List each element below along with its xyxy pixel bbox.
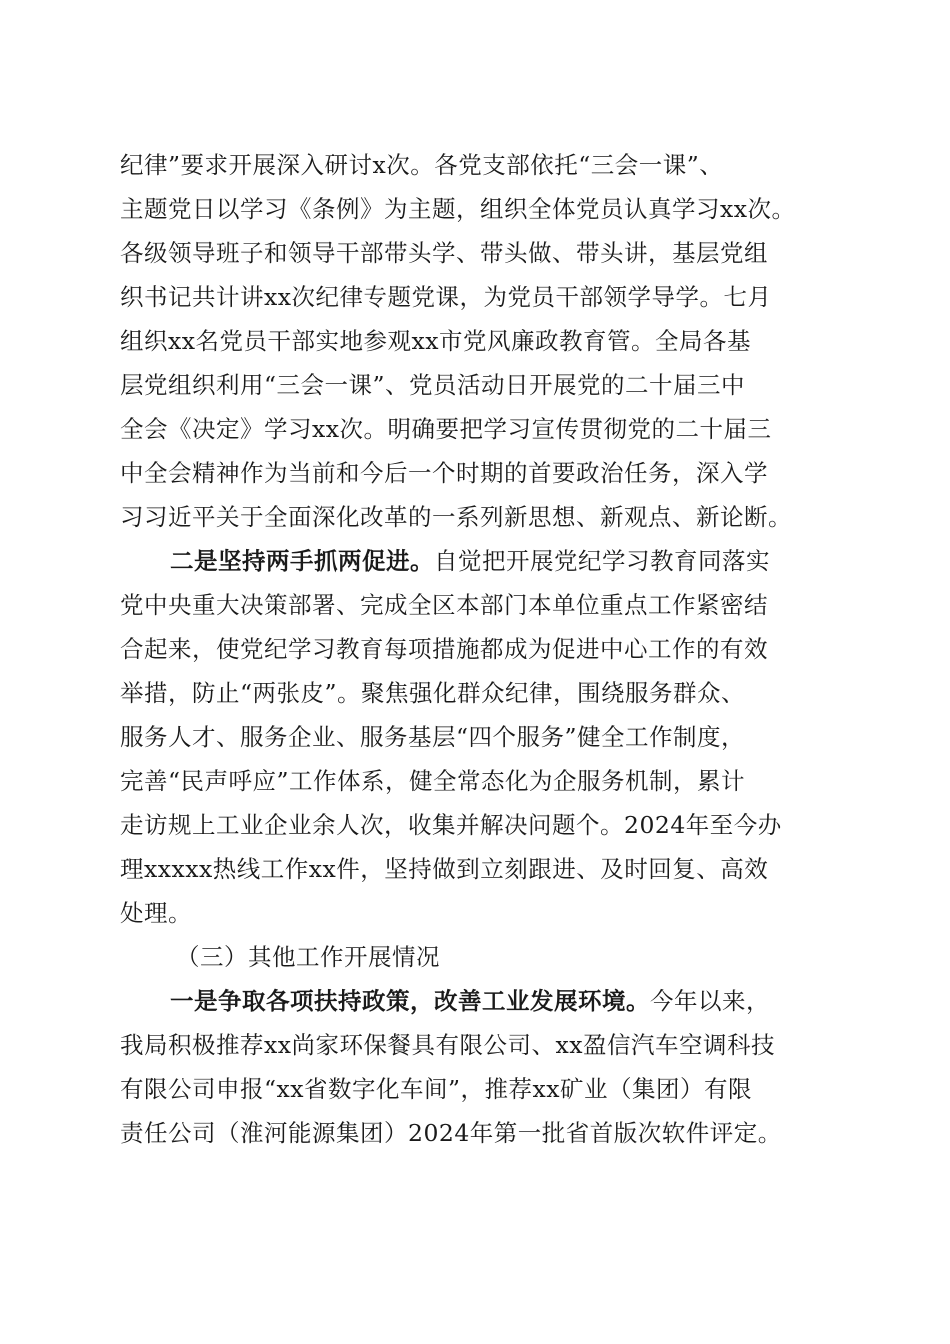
line-text: 全会《决定》学习xx次。明确要把学习宣传贯彻党的二十届三 <box>120 415 772 443</box>
bold-lead-phrase: 一是争取各项扶持政策，改善工业发展环境。 <box>170 987 650 1015</box>
text-line <box>120 979 840 1023</box>
bold-lead-phrase: 二是坚持两手抓两促进。 <box>170 547 434 575</box>
line-text: 主题党日以学习《条例》为主题，组织全体党员认真学习xx次。 <box>120 195 796 223</box>
line-text: 自觉把开展党纪学习教育同落实 <box>434 547 770 575</box>
text-line <box>120 803 840 847</box>
line-text: 有限公司申报“xx省数字化车间”，推荐xx矿业（集团）有限 <box>120 1075 753 1103</box>
line-text: 党中央重大决策部署、完成全区本部门本单位重点工作紧密结 <box>120 591 768 619</box>
line-text: 理xxxxx热线工作xx件，坚持做到立刻跟进、及时回复、高效 <box>120 855 769 883</box>
line-text: 处理。 <box>120 899 192 927</box>
line-text: 层党组织利用“三会一课”、党员活动日开展党的二十届三中 <box>120 371 746 399</box>
text-line <box>120 759 840 803</box>
line-text: 组织xx名党员干部实地参观xx市党风廉政教育管。全局各基 <box>120 327 752 355</box>
text-line <box>120 539 840 583</box>
text-line <box>120 231 840 275</box>
text-line <box>120 319 840 363</box>
line-text: 走访规上工业企业余人次，收集并解决问题个。2024年至今办 <box>120 811 782 839</box>
text-line <box>120 935 840 979</box>
line-text: 今年以来， <box>650 987 770 1015</box>
text-line <box>120 143 840 187</box>
line-text: 举措，防止“两张皮”。聚焦强化群众纪律，围绕服务群众、 <box>120 679 746 707</box>
line-text: 服务人才、服务企业、服务基层“四个服务”健全工作制度， <box>120 723 746 751</box>
line-text: 合起来，使党纪学习教育每项措施都成为促进中心工作的有效 <box>120 635 768 663</box>
line-text: 中全会精神作为当前和今后一个时期的首要政治任务，深入学 <box>120 459 768 487</box>
text-line <box>120 715 840 759</box>
line-text: 各级领导班子和领导干部带头学、带头做、带头讲，基层党组 <box>120 239 768 267</box>
text-line <box>120 1067 840 1111</box>
text-line <box>120 187 840 231</box>
text-line <box>120 847 840 891</box>
line-text: 纪律”要求开展深入研讨x次。各党支部依托“三会一课”、 <box>120 151 724 179</box>
text-line <box>120 495 840 539</box>
text-line <box>120 583 840 627</box>
line-text: 织书记共计讲xx次纪律专题党课，为党员干部领学导学。七月 <box>120 283 772 311</box>
text-line <box>120 671 840 715</box>
line-text: 习习近平关于全面深化改革的一系列新思想、新观点、新论断。 <box>120 503 792 531</box>
text-line <box>120 451 840 495</box>
text-line <box>120 363 840 407</box>
line-text: 责任公司（淮河能源集团）2024年第一批省首版次软件评定。 <box>120 1119 782 1147</box>
line-text: 完善“民声呼应”工作体系，健全常态化为企服务机制，累计 <box>120 767 746 795</box>
line-text: 我局积极推荐xx尚家环保餐具有限公司、xx盈信汽车空调科技 <box>120 1031 776 1059</box>
text-line <box>120 407 840 451</box>
line-text: （三）其他工作开展情况 <box>176 943 440 971</box>
body-text <box>120 143 840 1155</box>
text-line <box>120 627 840 671</box>
text-line <box>120 1023 840 1067</box>
text-line <box>120 891 840 935</box>
text-line <box>120 275 840 319</box>
text-line <box>120 1111 840 1155</box>
